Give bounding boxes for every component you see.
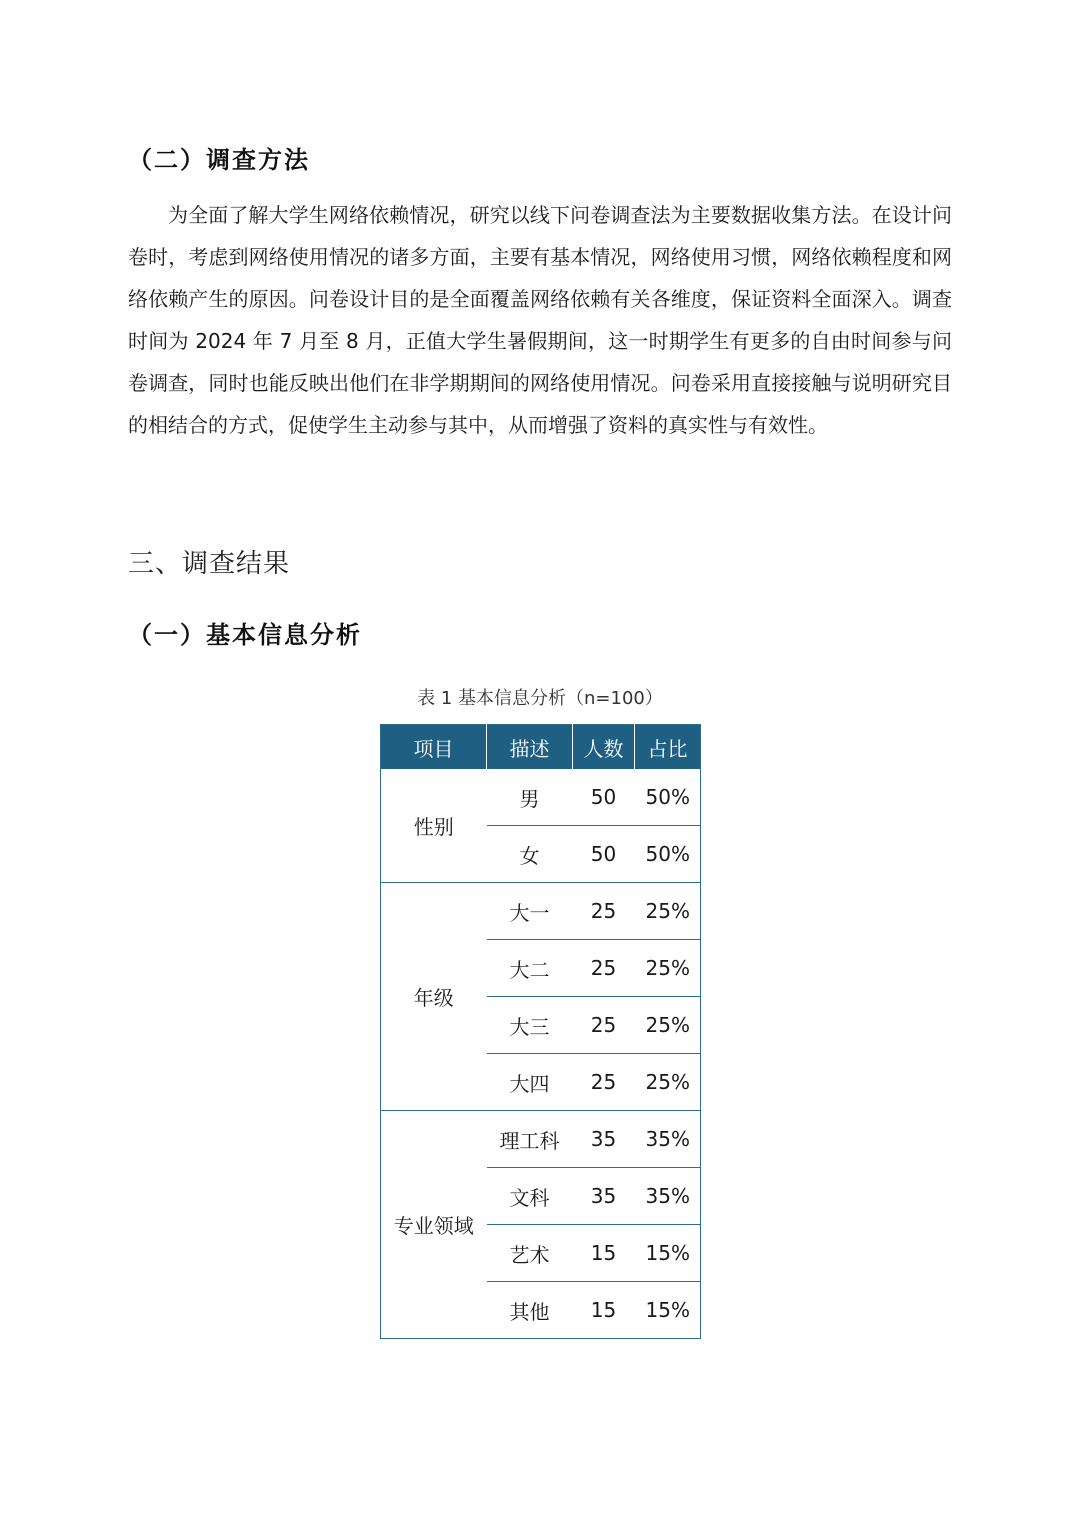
row-percentage: 25% [635, 883, 701, 940]
column-header-item: 项目 [381, 725, 487, 770]
row-description: 艺术 [487, 1225, 573, 1282]
row-description: 理工科 [487, 1111, 573, 1168]
column-header-count: 人数 [573, 725, 635, 770]
row-description: 男 [487, 769, 573, 826]
section-heading-basic-info: （一）基本信息分析 [128, 620, 362, 649]
table-row [381, 1111, 701, 1168]
row-percentage: 25% [635, 997, 701, 1054]
row-percentage: 50% [635, 769, 701, 826]
row-description: 大四 [487, 1054, 573, 1111]
row-count: 25 [573, 883, 635, 940]
row-count: 25 [573, 997, 635, 1054]
row-percentage: 15% [635, 1225, 701, 1282]
row-percentage: 50% [635, 826, 701, 883]
row-count: 25 [573, 940, 635, 997]
column-header-description: 描述 [487, 725, 573, 770]
table-row [381, 883, 701, 940]
table-caption: 表 1 基本信息分析（n=100） [417, 688, 663, 709]
row-percentage: 15% [635, 1282, 701, 1339]
row-count: 25 [573, 1054, 635, 1111]
row-count: 15 [573, 1282, 635, 1339]
row-description: 大一 [487, 883, 573, 940]
section-heading-survey-method: （二）调查方法 [128, 145, 310, 174]
row-percentage: 35% [635, 1111, 701, 1168]
row-count: 50 [573, 826, 635, 883]
row-percentage: 35% [635, 1168, 701, 1225]
table-header-row [381, 725, 701, 770]
basic-info-table [380, 724, 701, 1339]
row-count: 15 [573, 1225, 635, 1282]
row-description: 大二 [487, 940, 573, 997]
survey-method-paragraph: 为全面了解大学生网络依赖情况，研究以线下问卷调查法为主要数据收集方法。在设计问卷时，考虑到网络使用情况的诸多方面，主要有基本情况，网络使用习惯，网络依赖程度和网络依赖产生的原因。问卷设计目的是全面覆盖网络依赖有关各维度，保证资料全面深入。调查时间为 2024 年 7 月至 8 月，正值大学生暑假期间，这一时期学生有更多的自由时间参与问卷调查，同时也能反映出他们在非学期期间的网络使用情况。问卷采用直接接触与说明研究目的相结合的方式，促使学生主动参与其中，从而增强了资料的真实性与有效性。 [128, 203, 952, 437]
group-label-gender: 性别 [381, 769, 487, 883]
column-header-percentage: 占比 [635, 725, 701, 770]
row-description: 大三 [487, 997, 573, 1054]
group-label-grade: 年级 [381, 883, 487, 1111]
row-percentage: 25% [635, 1054, 701, 1111]
section-heading-survey-results: 三、调查结果 [128, 549, 291, 579]
row-description: 其他 [487, 1282, 573, 1339]
row-count: 35 [573, 1168, 635, 1225]
group-label-major-field: 专业领域 [381, 1111, 487, 1339]
row-percentage: 25% [635, 940, 701, 997]
row-count: 35 [573, 1111, 635, 1168]
row-count: 50 [573, 769, 635, 826]
row-description: 文科 [487, 1168, 573, 1225]
table-row [381, 769, 701, 826]
row-description: 女 [487, 826, 573, 883]
